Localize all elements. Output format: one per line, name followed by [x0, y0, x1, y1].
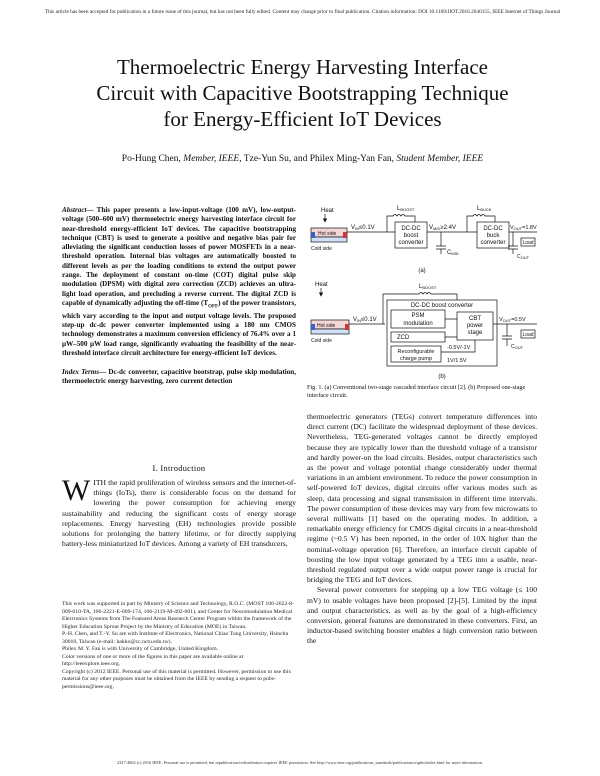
footnote: Philex M. Y. Fan is with University of Cambridge, United Kingdom. — [62, 646, 219, 652]
author-1: Po-Hung Chen, — [121, 154, 184, 164]
footnote: Copyright (c) 2012 IEEE. Personal use of this material is permitted. However, permission to use this material for any other purposes must be obtained from the IEEE by sending a request to pubs-permissions@ieee.org. — [62, 668, 291, 690]
abstract-sub: OFF — [208, 304, 219, 310]
l-buck-label: LBUCK — [477, 206, 492, 212]
heat-label: Heat — [321, 208, 334, 214]
author-list — [40, 154, 565, 164]
block-label: converter — [398, 240, 424, 246]
vmid-label: VMID≥2.4V — [429, 225, 456, 231]
intro-text: ITH the rapid proliferation of wireless sensors and the internet-of-things (IoTs), there is considerable focus on the demand for lowering the power consumption for achieving energy sustainability and reducing the significant costs of energy storage replacements. Energy harvesting (EH) technologies provide possible solutions for prolonging the battery lifetime, or for directly supplying battery-less miniaturized IoT devices. Among a variety of EH transducers, — [62, 478, 296, 549]
subfigure-b-label: (b) — [438, 374, 446, 380]
cout-b-label: $C_{OUT}$ — [511, 344, 524, 350]
dropcap: W — [62, 474, 91, 507]
block-label: stage — [467, 330, 483, 336]
title-line: Circuit with Capacitive Bootstrapping Technique — [96, 81, 509, 105]
cold-side-label: Cold side — [311, 338, 332, 344]
heat-label: Heat — [315, 282, 328, 288]
author-1-role: Member, IEEE — [183, 154, 240, 164]
block-label: converter — [480, 240, 506, 246]
block-label: ZCD — [397, 335, 410, 341]
footnote: This work was supported in part by Ministry of Science and Technology, R.O.C. (MOST 106-2622-8-009-010-TA, 106-2221-E-009-174, 106-2119-M-492-001), and Center for Neuromodulation Medical Electronics Systems from The Featured Areas Research Center Program within the framework of the Higher Education Sprout Project by the Ministry of Education (MOE) in Taiwan. — [62, 601, 294, 630]
left-column — [62, 206, 296, 387]
paper-title — [40, 54, 565, 132]
index-terms-lead: Index Terms — [62, 368, 100, 377]
block-label: charge pump — [399, 356, 433, 362]
copyright-footer: 2327-4662 (c) 2016 IEEE. Personal use is permitted, but republication/redistribution requires IEEE permission. See http://www.ieee.org/publications_standards/publications/rights/index.html for more information. — [117, 760, 483, 765]
cmid-capacitor — [436, 232, 446, 254]
abstract-text: — This paper presents a low-input-voltage (100 mV), low-output-voltage (500–600 mV) thermoelectric energy harvesting interface circuit for near-threshold energy-efficient IoT devices. The capacitive bootstrapping technique (CBT) is used to generate a positive and negative bias pair for alleviating the significant conduction losses of power MOSFETs in a near-threshold operation. Internal bias voltages are automatically boosted to different levels as per the loading conditions to extend the output power range. The deployment of constant on-time (COT) digital pulse skip modulation (DPSM) with digital zero correction (ZCD) achieves an ultra-light load operation, and precluding a reverse current. The digital ZCD is capable of dynamically adjusting the off-time (T — [62, 206, 296, 307]
author-2-3: , Tze-Yun Su, and Philex Ming-Yan Fan, — [239, 154, 397, 164]
footnote: P.-H. Chen, and T.-Y. Su are with Institute of Electronics, National Chiao Tung University, Hsinchu 30010, Taiwan (e-mail: hakko@cc.nctu.edu.tw). — [62, 631, 289, 645]
hot-side-label: Hot side — [317, 323, 336, 329]
footnote: Color versions of one or more of the figures in this paper are available online at http://ieeexplore.ieee.org. — [62, 653, 244, 667]
footnotes — [62, 601, 296, 691]
figure-1 — [307, 200, 537, 382]
teg-cold-side — [311, 237, 347, 242]
cout-a-label: $C_{OUT}$ — [517, 254, 530, 260]
block-label: Reconfigurable — [397, 349, 435, 355]
cmid-label: CMID — [447, 250, 459, 256]
block-label: modulation — [403, 321, 433, 327]
cold-side-label: Cold side — [311, 246, 332, 252]
v-pos-label: 1V/1.5V — [447, 358, 467, 364]
block-label: buck — [486, 233, 500, 239]
l-boost-a-label: LBOOST — [397, 206, 415, 212]
block-title: DC-DC boost converter — [410, 303, 474, 309]
teg-cold-side — [311, 329, 349, 334]
v-neg-label: -0.5V/-1V — [447, 345, 471, 351]
block-label: DC-DC — [401, 226, 421, 232]
cout-b-capacitor — [502, 324, 512, 346]
figure-caption: Fig. 1. (a) Conventional two-stage cascaded interface circuit [2]. (b) Proposed one-stage interface circuit. — [307, 384, 526, 399]
intro-paragraph — [62, 474, 296, 549]
block-label: CBT — [469, 316, 481, 322]
hot-side-label: Hot side — [318, 231, 337, 237]
subfigure-a-label: (a) — [418, 268, 426, 274]
title-line: Thermoelectric Energy Harvesting Interface — [116, 55, 488, 79]
load-a-label: Load — [522, 240, 534, 246]
block-label: PSM — [411, 313, 425, 319]
block-label: boost — [403, 233, 419, 239]
figure-1-diagram — [307, 200, 537, 382]
abstract-text-2: ) of the power transistors, which vary according to the input and output voltage levels. The proposed step-up dc-dc power converter implemented using a 180 nm CMOS technology demonstrates a maximum conversion efficiency of 76.4% over a 1 µW–500 µW load range, significantly evaluating the feasibility of the near-threshold interface circuit architecture for energy-efficient IoT devices. — [62, 298, 296, 357]
vout-b-label: VOUT=0.5V — [499, 317, 526, 323]
index-terms — [62, 368, 296, 387]
right-column — [307, 412, 537, 647]
cout-a-capacitor — [508, 232, 518, 254]
title-line: for Energy-Efficient IoT Devices — [163, 107, 442, 131]
section-heading: I. Introduction — [152, 464, 206, 473]
load-b-label: Load — [522, 332, 534, 338]
block-label: DC-DC — [483, 226, 503, 232]
l-boost-b-label: LBOOST — [419, 284, 437, 290]
vin-b-label: VIN≤0.1V — [353, 317, 377, 323]
block-label: power — [466, 323, 484, 329]
publication-notice: This article has been accepted for publication in a future issue of this journal, but has not been fully edited. Content may change prior to final publication. Citation information: DOI 10.1109/JIOT.2016.2640155, IEEE Internet of Things Journal — [44, 9, 561, 15]
abstract — [62, 206, 296, 358]
vin-a-label: VIN≤0.1V — [351, 225, 375, 231]
vout-a-label: VOUT=1.8V — [510, 225, 537, 231]
author-3-role: Student Member, IEEE — [396, 154, 484, 164]
index-terms-text: — Dc-dc converter, capacitive bootstrap, pulse skip modulation, thermoelectric energy harvesting, zero current detection — [62, 368, 296, 386]
paragraph: thermoelectric generators (TEGs) convert temperature differences into direct current (DC) facilitate the widespread deployment of these devices. Nevertheless, TEG-generated voltages cannot be directly employed because they are typically lower than the threshold voltage of a transistor and hardly power-on the load circuits. Besides, output characteristics such as the power and voltage potential change considerably under thermal variations in an ambient environment. To reduce the power consumption in self-powered IoT devices, digital circuits offer various modes such as sleep, data processing and signal transmission in different time intervals. The power consumption of these devices may vary from few microwatts to several milliwatts [1] based on the operating modes. In addition, a remarkable energy efficiency for CMOS digital circuits in a near-threshold regime (~0.5 V) has been reported, in the order of 10X higher than the nominal-voltage operation [6]. Therefore, an interface circuit capable of boosting the low input voltage generated by a TEG into a usable, near-threshold regulated output over a wide output power range is crucial for bridging the TEG and IoT devices. — [307, 412, 537, 585]
paragraph: Several power converters for stepping up a low TEG voltage (≤ 100 mV) to usable voltages have been proposed [2]-[5]. Limited by the input and output characteristics, as well as by the goal of a high-efficiency conversion, general features are demonstrated in these converters. First, an inductor-based switching booster enables a high conversion ratio between the — [307, 585, 537, 646]
abstract-lead: Abstract — [62, 206, 87, 214]
